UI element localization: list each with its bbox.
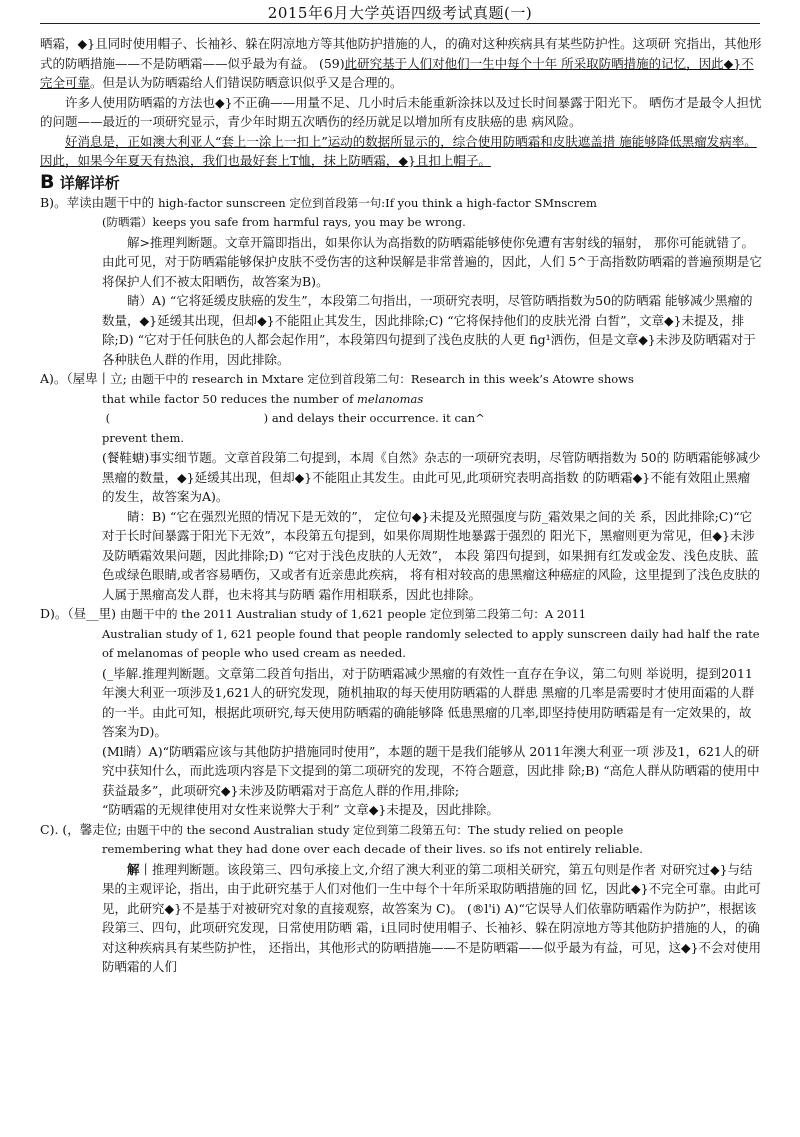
document-content [40, 34, 762, 977]
q4-answer-tag: C). (，馨走位; [40, 821, 122, 837]
q4-analysis-head: 解 [127, 861, 140, 877]
section-heading [40, 172, 762, 193]
q3-answer-tag: D)。（昼__里) [40, 606, 117, 621]
q1-locate-line-2: (防晒霜）keeps you safe from harmful rays, you may be wrong. [102, 215, 466, 229]
q2-locate-line-2: that while factor 50 reduces the number of melanomas ( ) and delays their occurrence. it can^ [102, 391, 485, 425]
q4-locate-line: C). (，馨走位; 由题干中的 the second Australian study 定位到第二段第五句：The study relied on people [40, 821, 624, 837]
q2-locate-line-3: prevent them. [102, 430, 185, 445]
q2-locate-line: A)。（屋卑丨立; 由题干中的 research in Mxtare 定位到首段第二句：Research in this week’s Atowre shows [40, 371, 634, 386]
question-block-b [40, 193, 762, 370]
passage-paragraph-2: 许多人使用防晒霜的方法也◆}不正确——用量不足、几小时后未能重新涂抹以及过长时间暴露于阳光下。 晒伤才是最令人担忧的问题——最近的一项研究显示，青少年时期五次晒伤的经历就足以增加所有皮肤癌的患 病风险。 [40, 94, 762, 129]
question-block-c [40, 820, 762, 977]
q1-distractor-analysis: 睛）A) “它将延缓皮肤癌的发生”，本段第二句指出，一项研究表明，尽管防晒指数为50的防晒霜 能够减少黑瘤的数量，◆}延缓其出现，但却◆}不能阻止其发生，因此排除;C) “它将保持他们的皮肤光滑 白皙”，文章◆}未提及，排除;D) “它对于任何肤色的人都会起作用”，本段第四句提到了浅色皮肤的人更 fig¹洒伤，但是文章◆}未涉及防晒霜对于各种肤色人群的作用，因此排除。 [102, 293, 756, 367]
page-header-title: 2015年6月大学英语四级考试真题(一) [267, 4, 533, 22]
q2-analysis: (餐鞋螗)事实细节题。文章首段第二句提到，本周《自然》杂志的一项研究表明，尽管防晒指数为 50的 防晒霜能够减少黑瘤的数量，◆}延缓其出现，但却◆}不能阻止其发生。由此可见,此项研究表明高指数 的防晒霜◆}不能有效阻止黑瘤的发生，故答案为A)。 [102, 450, 761, 504]
q3-distractor-analysis-2: “防晒霜的无规律使用对女性来说弊大于利” 文章◆}未提及，因此排除。 [102, 802, 499, 817]
q1-locate-line: B)。苹读由题干中的 high-factor sunscreen 定位到首段第一句:If you think a high-factor SMnscrem [40, 194, 597, 210]
q4-locate-line-2: remembering what they had done over each decade of their lives. so ifs not entirely reliable. [102, 842, 643, 856]
q2-answer-tag: A)。（屋卑丨立; [40, 371, 127, 386]
question-block-d [40, 604, 762, 820]
q4-analysis: 解丨推理判断题。该段第三、四句承接上文,介绍了澳大利亚的第二项相关研究，第五句则是作者 对研究过◆}与结果的主观评论，指出，由于此研究基于人们对他们一生中每个十年所采取防晒措施的回 忆，因此◆}不完全可靠。由此可见，此研究◆}不是基于对被研究对象的直接观察，故答案为 C)。 (®l'i) A)“它误导人们依靠防晒霜作为防护”，根据该段第三、四句，此项研究发现，日常使用防晒 霜，i且同时使用帽子、长袖衫、躲在阴凉地方等其他防护措施的人，的确对这种疾病具有某些防护性， 还指出，其他形式的防晒措施——不是防晒霜——似乎最为有益，可见，这◆}不会对使用防晒霜的人们 [102, 861, 762, 974]
passage-paragraph-1: 晒霜，◆}且同时使用帽子、长袖衫、躲在阴凉地方等其他防护措施的人，的确对这种疾病具有某些防护性。这项研 究指出，其他形式的防晒措施——不是防晒霜——似乎最为有益。 (59)此研究基于人们对他们一生中每个十年 所采取防晒措施的记忆，因此◆}不完全可靠。但是认为防晒霜给人们错误防晒意识似乎又是合理的。 [40, 36, 762, 90]
question-block-a [40, 369, 762, 604]
q2-distractor-analysis: 睛：B) “它在强烈光照的情况下是无效的”， 定位句◆}未提及光照强度与防_霜效果之间的关 系，因此排除;C)“它对于长时间暴露于阳光下无效”，本段第五句提到，如果你周期性地暴露于强烈的 阳光下，黑瘤则更为常见，但◆}未涉及防晒霜效果问题，因此排除;D) “它对于浅色皮肤的人无效”， 本段 第四句提到，如果拥有红发或金发、浅色皮肤、蓝色或绿色眼睛,或者容易晒伤，又或者有近亲患此疾病， 将有相对较高的患黑瘤这种癌症的风险，这里提到了浅色皮肤的人属于黑瘤高发人群，也未将其与防晒 霜作用相联系，因此也排除。 [102, 508, 760, 602]
q3-locate-line-2: Australian study of 1, 621 people found that people randomly selected to apply sunscreen daily had half the rate of melanomas of people who used cream as needed. [102, 626, 760, 660]
q3-distractor-analysis: (Ml睛）A)“防晒霜应该与其他防护措施同时使用”，本题的题干是我们能够从 2011年澳大利亚一项 涉及1，621人的研究中获知什么，而此选项内容是下文提到的第二项研究的发现，不符合题意，因此排 除;B) “高危人群从防晒霜的使用中获益最多”，此项研究◆}未涉及防晒霜对于高危人群的作用,排除; [102, 743, 760, 798]
section-letter: B [40, 170, 55, 193]
section-title: 详解详析 [59, 173, 120, 192]
underlined-answer-59: 此研究基于人们对他们一生中每个十年 所采取防晒措施的记忆，因此◆}不完全可靠 [40, 55, 754, 90]
q1-analysis: 解>推理判断题。文章开篇即指出，如果你认为高指数的防晒霜能够使你免遭有害射线的辐射， 那你可能就错了。由此可见，对于防晒霜能够保护皮肤不受伤害的这种误解是非常普遍的，因此，人们 5^于高指数防晒霜的普遍预期是它将保护人们不被太阳晒伤，故答案为B)。 [102, 234, 762, 289]
q3-locate-line: D)。（昼__里) 由题干中的 the 2011 Australian study of 1,621 people 定位到第二段第二句：A 2011 [40, 606, 587, 621]
q3-analysis: (_毕解.推理判断题。文章第二段首句指出，对于防晒霜减少黑瘤的有效性一直存在争议，第二句则 举说明，提到2011年澳大利亚一项涉及1,621人的研究发现，随机抽取的每天使用防晒霜的人群患 黑瘤的几率是需要时才使用面霜的人群的一半。由此可知，根据此项研究,每天使用防晒霜的确能够降 低患黑瘤的几率,即坚持使用防晒霜是有一定效果的，故答案为D)。 [102, 665, 755, 739]
q1-answer-tag: B)。苹读由题干中的 [40, 194, 155, 210]
header-divider [40, 23, 760, 24]
passage-paragraph-3: 好消息是，正如澳大利亚人“套上一涂上一扣上”运动的数据所显示的，综合使用防晒霜和皮肤遮盖措 施能够降低黑瘤发病率。因此，如果今年夏天有热浪，我们也最好套上T恤，抹上防晒霜，◆}且扣上帽子。 [40, 133, 757, 168]
